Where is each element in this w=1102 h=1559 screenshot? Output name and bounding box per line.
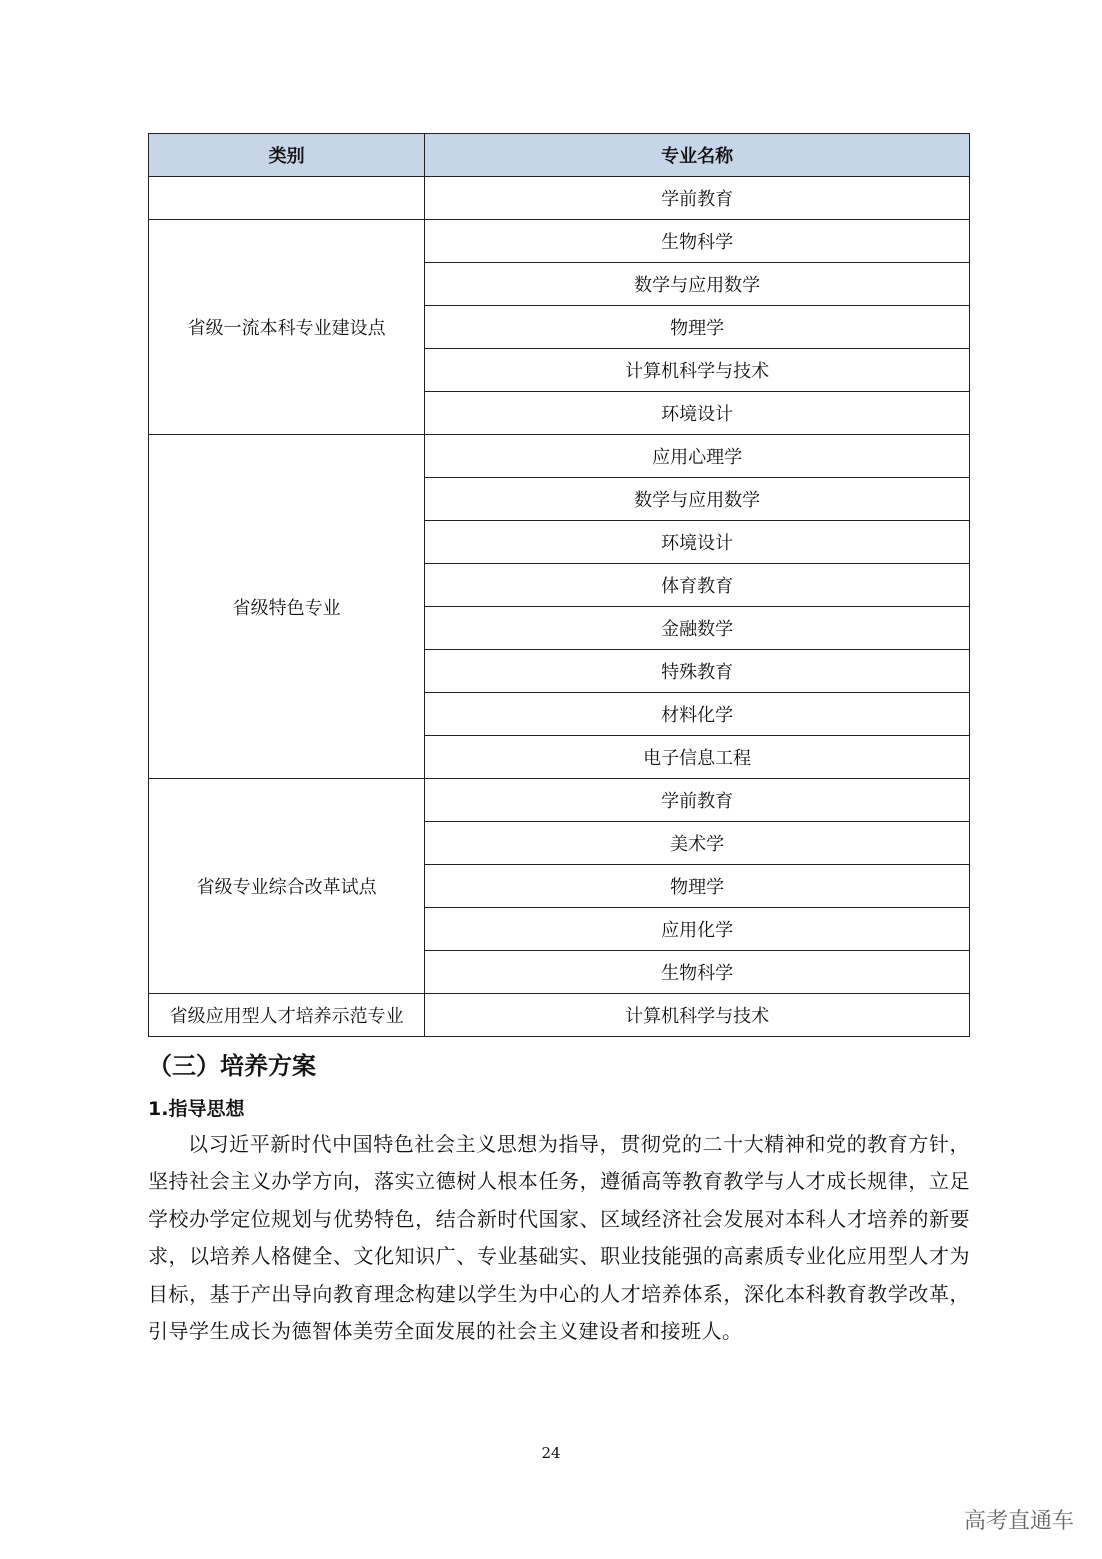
- major-cell: 美术学: [425, 822, 970, 865]
- header-major-name: 专业名称: [425, 134, 970, 177]
- major-cell: 特殊教育: [425, 650, 970, 693]
- table-row: [149, 779, 970, 822]
- table-row: [149, 994, 970, 1037]
- category-cell: 省级特色专业: [149, 435, 425, 779]
- majors-table: [148, 133, 970, 1037]
- major-cell: 环境设计: [425, 521, 970, 564]
- category-cell: [149, 177, 425, 220]
- major-cell: 物理学: [425, 306, 970, 349]
- major-cell: 生物科学: [425, 220, 970, 263]
- major-cell: 应用心理学: [425, 435, 970, 478]
- major-cell: 学前教育: [425, 779, 970, 822]
- table-header-row: [149, 134, 970, 177]
- major-cell: 生物科学: [425, 951, 970, 994]
- watermark: 高考直通车: [963, 1509, 1074, 1534]
- major-cell: 数学与应用数学: [425, 263, 970, 306]
- guiding-ideology-paragraph: 以习近平新时代中国特色社会主义思想为指导，贯彻党的二十大精神和党的教育方针，坚持社会主义办学方向，落实立德树人根本任务，遵循高等教育教学与人才成长规律，立足学校办学定位规划与优势特色，结合新时代国家、区域经济社会发展对本科人才培养的新要求，以培养人格健全、文化知识广、专业基础实、职业技能强的高素质专业化应用型人才为目标，基于产出导向教育理念构建以学生为中心的人才培养体系，深化本科教育教学改革，引导学生成长为德智体美劳全面发展的社会主义建设者和接班人。: [148, 1132, 970, 1344]
- sub-heading: 1.指导思想: [148, 1098, 245, 1120]
- table-row: [149, 177, 970, 220]
- major-cell: 计算机科学与技术: [425, 994, 970, 1037]
- category-cell: 省级专业综合改革试点: [149, 779, 425, 994]
- table-row: [149, 435, 970, 478]
- category-cell: 省级应用型人才培养示范专业: [149, 994, 425, 1037]
- major-cell: 应用化学: [425, 908, 970, 951]
- major-cell: 体育教育: [425, 564, 970, 607]
- table-row: [149, 220, 970, 263]
- major-cell: 材料化学: [425, 693, 970, 736]
- page-number: 24: [541, 1444, 561, 1462]
- category-cell: 省级一流本科专业建设点: [149, 220, 425, 435]
- section-heading: （三）培养方案: [148, 1052, 316, 1080]
- major-cell: 学前教育: [425, 177, 970, 220]
- major-cell: 环境设计: [425, 392, 970, 435]
- header-category: 类别: [149, 134, 425, 177]
- major-cell: 金融数学: [425, 607, 970, 650]
- major-cell: 数学与应用数学: [425, 478, 970, 521]
- major-cell: 电子信息工程: [425, 736, 970, 779]
- major-cell: 物理学: [425, 865, 970, 908]
- major-cell: 计算机科学与技术: [425, 349, 970, 392]
